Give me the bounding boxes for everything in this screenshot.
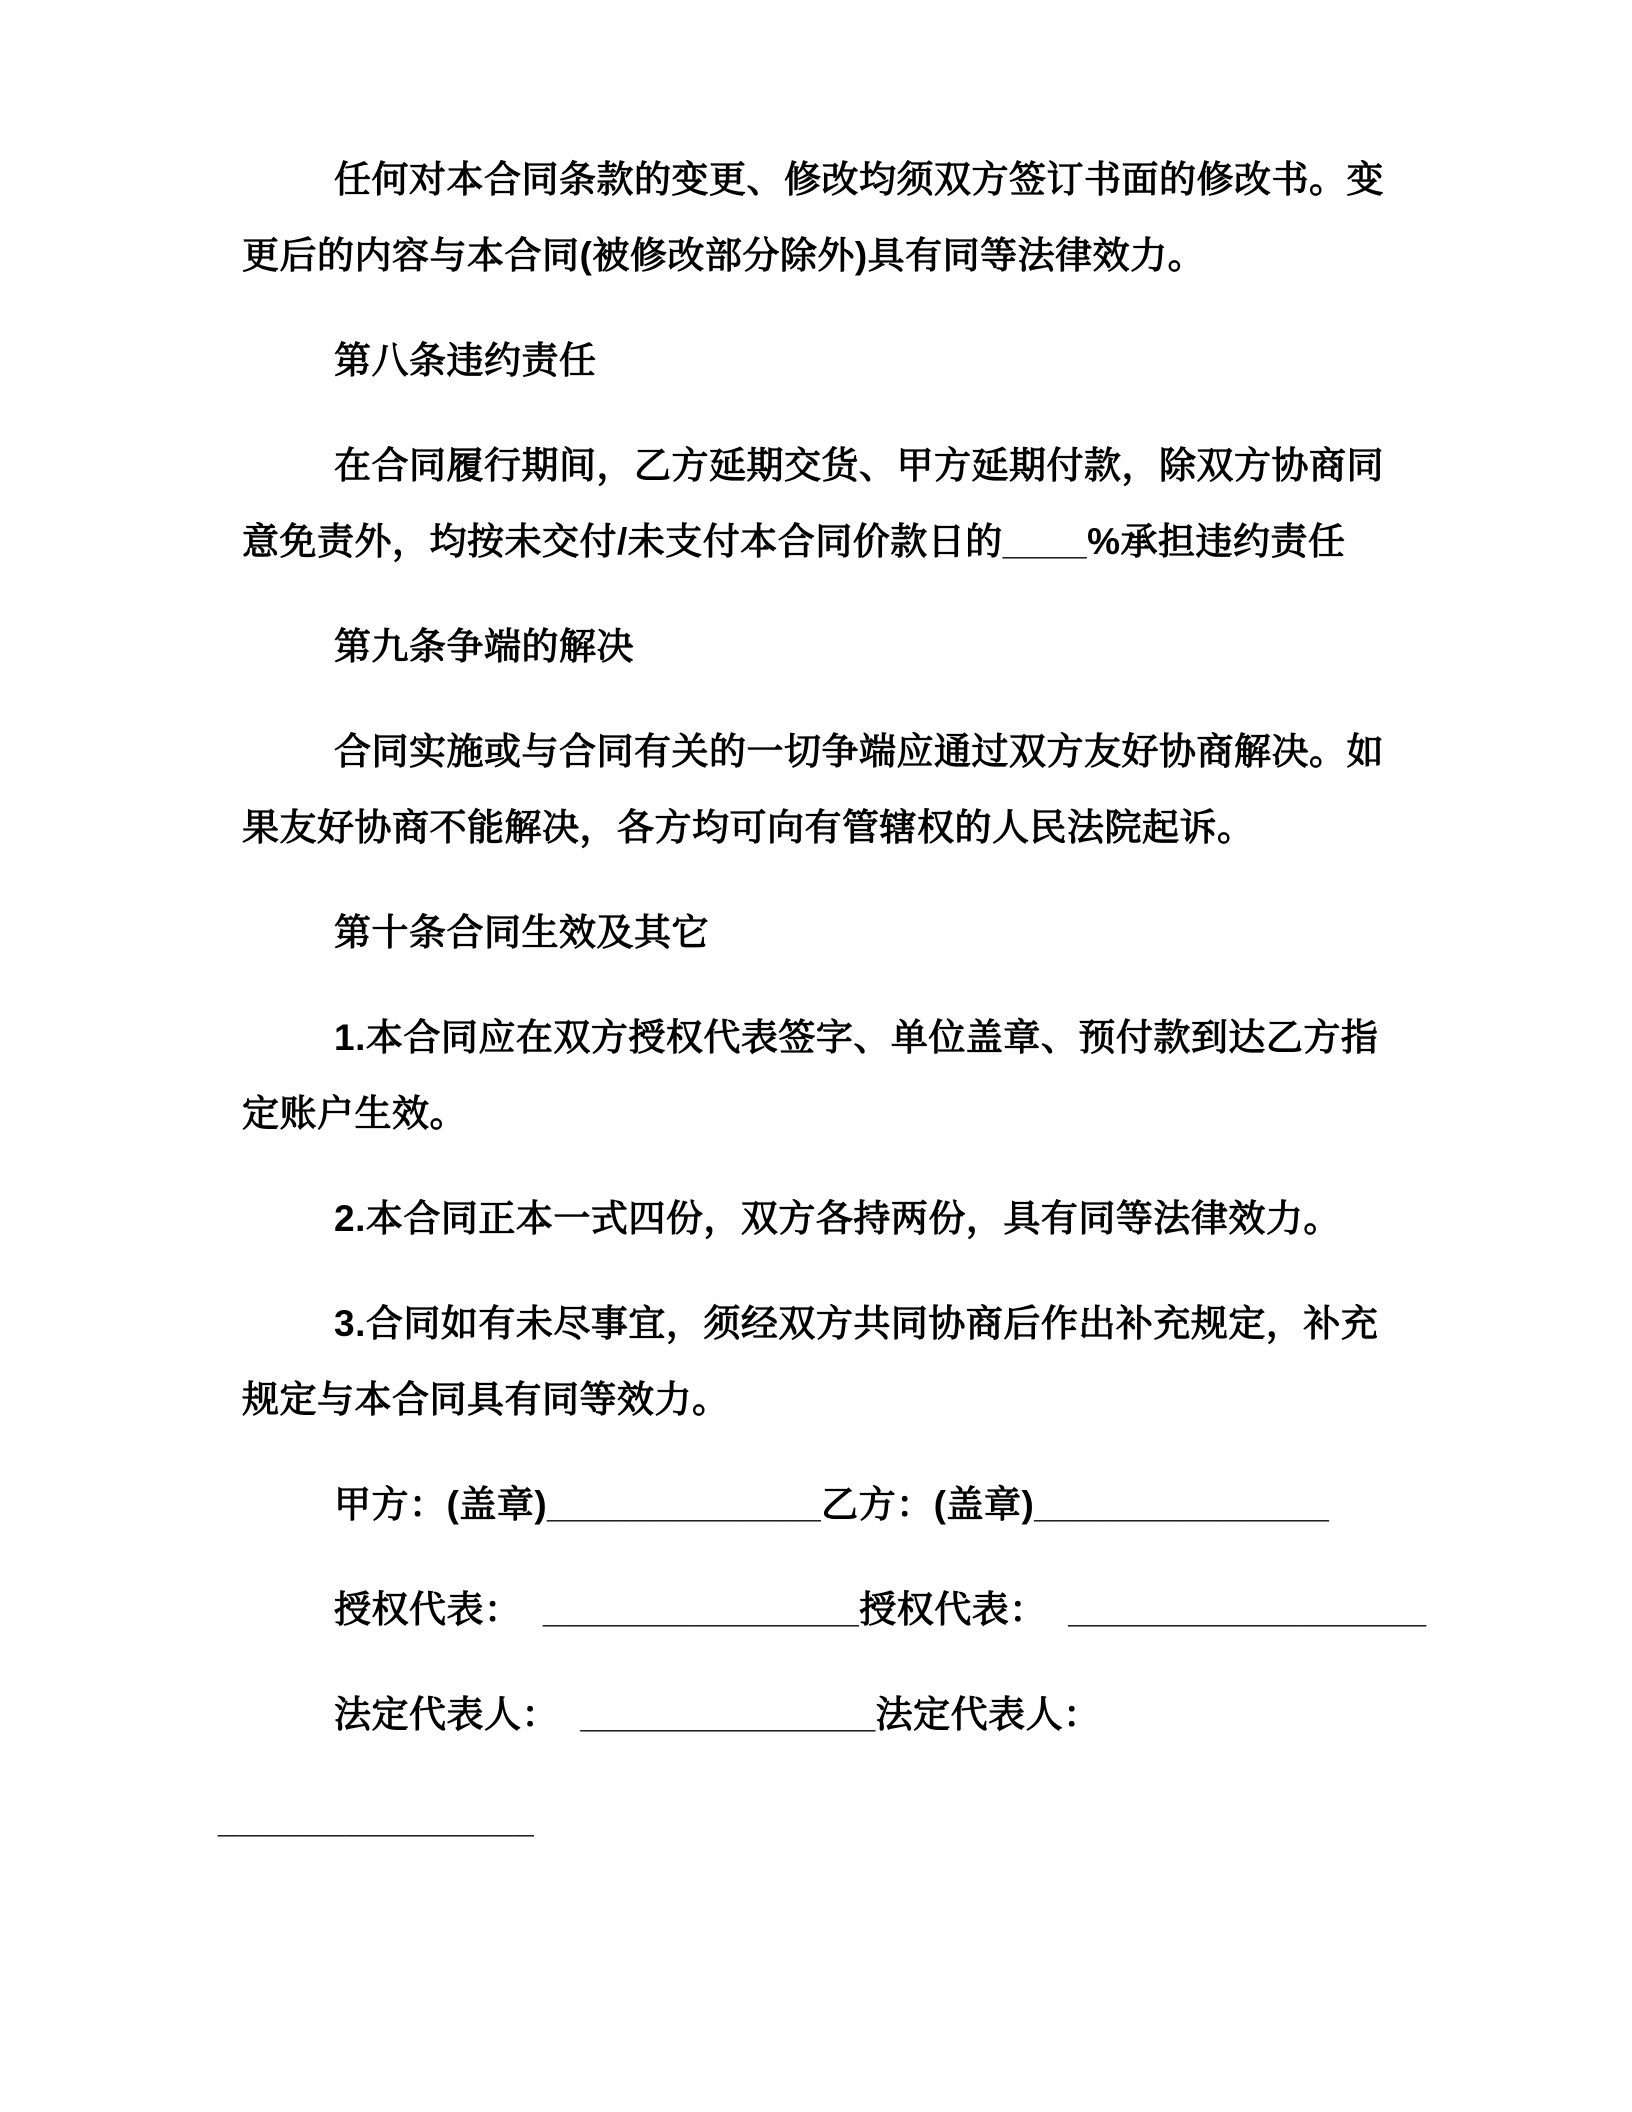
paragraph-line: 任何对本合同条款的变更、修改均须双方签订书面的修改书。变 — [334, 159, 1384, 200]
legal-representative-line: 法定代表人： ______________法定代表人： — [334, 1694, 1101, 1735]
authorized-representative-line: 授权代表： _______________授权代表： _________________ — [334, 1589, 1427, 1630]
clause-9-heading: 第九条争端的解决 — [334, 626, 634, 667]
paragraph-line: 在合同履行期间，乙方延期交货、甲方延期付款，除双方协商同 — [334, 445, 1384, 486]
paragraph-line: 果友好协商不能解决，各方均可向有管辖权的人民法院起诉。 — [242, 807, 1255, 848]
clause-8-heading: 第八条违约责任 — [334, 340, 597, 381]
item-2-line: 2.本合同正本一式四份，双方各持两份，具有同等法律效力。 — [334, 1198, 1341, 1239]
paragraph-line: 合同实施或与合同有关的一切争端应通过双方友好协商解决。如 — [334, 731, 1384, 772]
item-1-line: 定账户生效。 — [242, 1093, 467, 1134]
paragraph-line-penalty-blank: 意免责外，均按未交付/未支付本合同价款日的____%承担违约责任 — [242, 521, 1346, 562]
paragraph-line: 更后的内容与本合同(被修改部分除外)具有同等法律效力。 — [242, 235, 1206, 276]
signature-blank-line: _______________ — [218, 1799, 535, 1840]
clause-10-heading: 第十条合同生效及其它 — [334, 912, 709, 953]
item-3-line: 规定与本合同具有同等效力。 — [242, 1379, 730, 1420]
item-1-line: 1.本合同应在双方授权代表签字、单位盖章、预付款到达乙方指 — [334, 1017, 1379, 1058]
party-seal-line: 甲方：(盖章)_____________乙方：(盖章)______________ — [334, 1484, 1330, 1525]
item-3-line: 3.合同如有未尽事宜，须经双方共同协商后作出补充规定，补充 — [334, 1303, 1379, 1344]
